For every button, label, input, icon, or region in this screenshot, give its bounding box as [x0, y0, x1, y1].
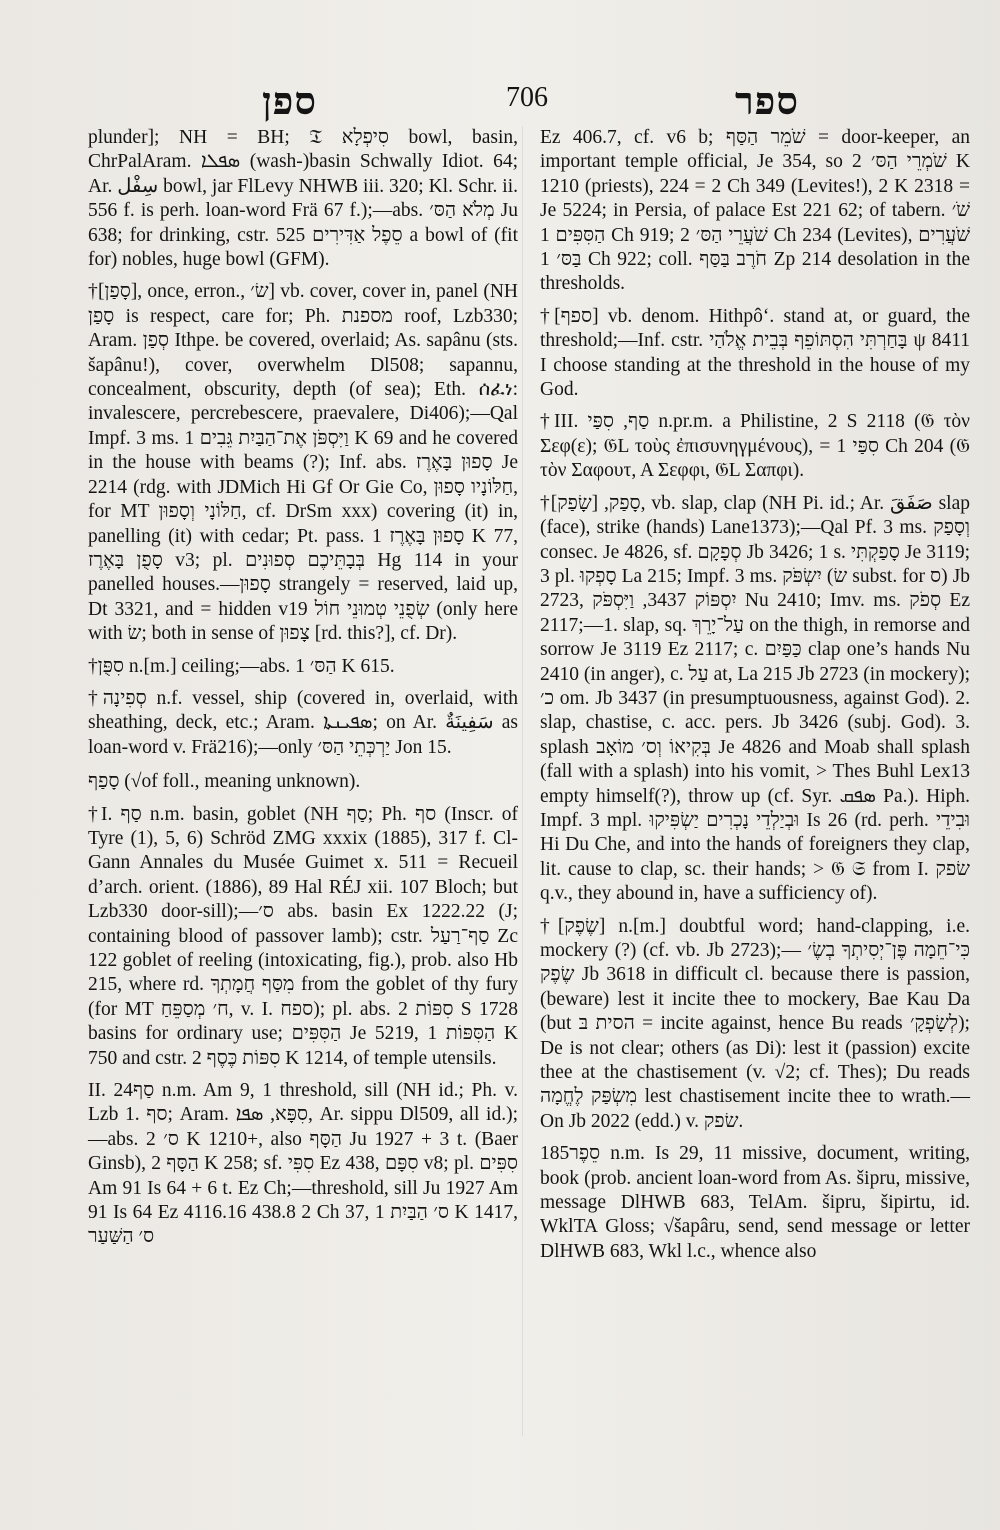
entry-sippun-noun: †סִפֻּן n.[m.] ceiling;—abs. הַסּ׳ 1 K 615. — [88, 655, 395, 677]
page-number: 706 — [506, 82, 548, 113]
entry-continuation: plunder]; NH = BH; 𝔗 סִיפְלָא bowl, basin, ChrPalAram. ܣܦܠܐ (wash-)basin Schwally Idiot. 64; Ar. سِفْل bowl, jar FlLevy NHWB iii. 320; Kl. Schr. ii. 556 f. is perh. loan-word Frä 67 f.);—abs. מְלֹא הַסּ׳ Ju 638; for drinking, cstr. סֵפֶל אַדִּירִים 525 a bowl of (fit for) nobles, huge bowl (GFM). — [88, 127, 518, 271]
running-head-left: ספן — [262, 78, 317, 123]
entry-root-safaf: סָפַף (√of foll., meaning unknown). — [88, 771, 361, 793]
entry-sefinah-noun: †סְפִינָה n.f. vessel, ship (covered in, overlaid, with sheathing, deck, etc.; Aram. ܣܦܝܢܬܐ; on Ar. سَفِينَةٌ as loan-word v. Frä216);—only יַרְכְּתֵי הַסּ׳ Jon 15. — [88, 687, 518, 758]
right-column — [540, 126, 970, 1270]
entry-sefeq-noun: †[שֶׂפֶק] n.[m.] doubtful word; hand-clapping, i.e. mockery (?) (cf. vb. Jb 2723);— כִּי־חֵמָה פֶּן־יְסִיתְךָ בְשֶׂ׳ שֶׂפֶק Jb 3618 in difficult cl. because there is passion, (beware) lest it incite thee to mockery, Bae Kau Da (but הסית בּ = incite against, hence Bu reads לְשָׂפְקָ׳); De is not clear; others (as Di): lest it (passion) excite thee at the chastisement (v. √2; cf. Thes); Du reads מִשְׂפַּק לֶחֱמָה lest chastisement incite thee to wrath.—On Jb 2022 (edd.) v. שׂפק. — [540, 915, 970, 1132]
column-gutter — [522, 126, 523, 1436]
entry-saf-proper-name: †III. סַף, סִפַּי n.pr.m. a Philistine, 2 S 2118 (𝔊 τὸν Σεφ(ε); 𝔊L τοὺς ἐπισυνηγμένους), = סִפַּי 1 Ch 204 (𝔊 τὸν Σαφουτ, Α Σεφφι, 𝔊L Σαπφι). — [540, 411, 970, 482]
entry-safan-verb: †[סָפַן], once, erron., שׂ׳] vb. cover, cover in, panel (NH סָפַן is respect, care for; Ph. מספנת roof, Lzb330; Aram. סְפַן Ithpe. be covered, overlaid; As. sapânu (sts. šapânu!), cover, overwhelm Dl508; sapannu, concealment, obscurity, depth (of sea); Eth. ሰፈነ: invalescere, percrebescere, praevalere, Di406);—Qal Impf. 3 ms. וַיִּסְפֹּן אֶת־הַבַּיִת גֵּבִים 1 K 69 and he covered in the house with beams (?); Inf. abs. סָפוּן בָּאֶרֶז Je 2214 (rdg. with JDMich Hi Gf Or Gie Co, חַלּוֹנָיו סָפוּן, for MT חַלּוֹנָי וְסָפוּן, cf. DrSm xxx) covering (it) in, panelling (it) with cedar; Pt. pass. סָפוּן בָּאֶרֶז 1 K 77, סָפֻן בָּאֶרֶז v3; pl. בְּבָתֵּיכֶם סְפוּנִים Hg 114 in your panelled houses.—סָפוּן strangely = reserved, laid up, Dt 3321, and = hidden v19 שְׂפֻנֵי טְמוּנֵי חוֹל (only here with שׂ; both in sense of צָפוּן [rd. this?], cf. Dr). — [88, 281, 518, 645]
entry-sfp-verb-denom: †[ספף] vb. denom. Hithpô‘. stand at, or guard, the threshold;—Inf. cstr. בָּחַרְתִּי הִסְתּוֹפֵף בְּבֵית אֱלֹהַי ψ 8411 I choose standing at the threshold in the house of my God. — [540, 305, 970, 401]
left-column — [88, 126, 518, 1256]
entry-sefer-noun: סֵפֶר185 n.m. Is 29, 11 missive, document, writing, book (prob. ancient loan-word from As. šipru, missive, message DlHWB 683, TelAm. šipru, šipirtu, id. WklTA Gloss; √šapâru, send, send message or letter DlHWB 683, Wkl l.c., whence also — [540, 1143, 970, 1262]
entry-saf-basin: †I. סַף n.m. basin, goblet (NH סַף; Ph. סף (Inscr. of Tyre (1), 5, 6) Schröd ZMG xxxix (1885), 317 f. Cl-Gann Annales du Musée Guimet x. 511 = Recueil d’arch. orient. (1886), 89 Hal RÉJ xii. 107 Bloch; but Lzb330 door-sill);—ס׳ abs. basin Ex 1222.22 (J; containing blood of passover lamb); cstr. סַף־רַעַל Zc 122 goblet of reeling (intoxicating, fig.), prob. also Hb 215, where rd. מִסַּף חֲמָתְךָ from the goblet of thy fury (for MT ח׳ מְסַפֵּחַ, v. I. ספח); pl. abs. סִפּוֹת 2 S 1728 basins for ordinary use; הַסִּפִּים Je 5219, הַסִּפּוֹת 1 K 750 and cstr. סִפּוֹת כֶּסֶף 2 K 1214, of temple utensils. — [88, 803, 518, 1069]
entry-safaq-verb: †סָפַק, [שָׂפַק], vb. slap, clap (NH Pi. id.; Ar. صَفَقَ slap (face), strike (hands) Lane1373);—Qal Pf. 3 ms. וְסָפַק consec. Je 4826, sf. סְפָקָם Jb 3426; 1 s. סָפַקְתִּי Je 3119; 3 pl. סָפְקוּ La 215; Impf. 3 ms. יִשְׂפֹּק (שׂ subst. for ס) Jb 2723, יִסְפּוֹק 3437, וַיִּסְפֹּק Nu 2410; Imv. ms. סְפֹק Ez 2117;—1. slap, sq. עַל־יָרֵךְ on the thigh, in remorse and sorrow Je 3119 Ez 2117; c. כַּפַּיִם clap one’s hands Nu 2410 (in anger), c. עַל at, La 215 Jb 2723 (in mockery); כ׳ om. Jb 3437 (in presumptuousness, against God). 2. slap, chastise, c. acc. pers. Jb 3426 (subj. God). 3. splash בְּקִיאוֹ וְס׳ מוֹאָב Je 4826 and Moab shall splash (fall with a splash) into his vomit, > Thes Buhl Lex13 empty himself(?), throw up (cf. Syr. ܣܦܩ Pa.). Hiph. Impf. 3 mpl. וּבְיַלְדֵי נָכְרִים יַשְׂפִּיקוּ Is 26 (rd. perh. וּבִידֵי Hi Du Che, and into the hands of foreigners they clap, lit. cause to clap, sc. their hands; > 𝔊 𝔖 from I. שׂפק q.v., they abound in, have a sufficiency of). — [540, 492, 971, 905]
entry-saf-threshold-continued: Ez 406.7, cf. v6 b; שֹׁמֵר הַסַּף = door-keeper, an important temple official, Je 354, so שֹׁמְרֵי הַסּ׳ 2 K 1210 (priests), 224 = 2 Ch 349 (Levites!), 2 K 2318 = Je 5224; in Persia, of palace Est 221 62; of tabern. שֹׁ׳ הַסִּפִּים 1 Ch 919; שֹׁעֲרֵי הַסּ׳ 2 Ch 234 (Levites), שֹׁעֲרִים בַּסּ׳ 1 Ch 922; coll. חֹרֶב בַּסַּף Zp 214 desolation in the thresholds. — [540, 127, 971, 295]
entry-saf-threshold: II. סַף24 n.m. Am 9, 1 threshold, sill (NH id.; Ph. v. Lzb 1. סף; Aram. סִפָּא, ܣܦܐ, Ar. sippu Dl509, all id.);—abs. ס׳ 2 K 1210+, also הַסָּף Ju 1927 + 3 t. (Baer Ginsb), הַסָּף 2 K 258; sf. סִפִּי Ez 438, סִפָּם v8; pl. סִפִּים Am 91 Is 64 + 6 t. Ez Ch;—threshold, sill Ju 1927 Am 91 Is 64 Ez 4116.16 438.8 2 Ch 37, ס׳ הַבַּיִת 1 K 1417, ס׳ הַשַּׁעַר — [88, 1080, 518, 1248]
running-head-right: ספר — [735, 78, 799, 123]
